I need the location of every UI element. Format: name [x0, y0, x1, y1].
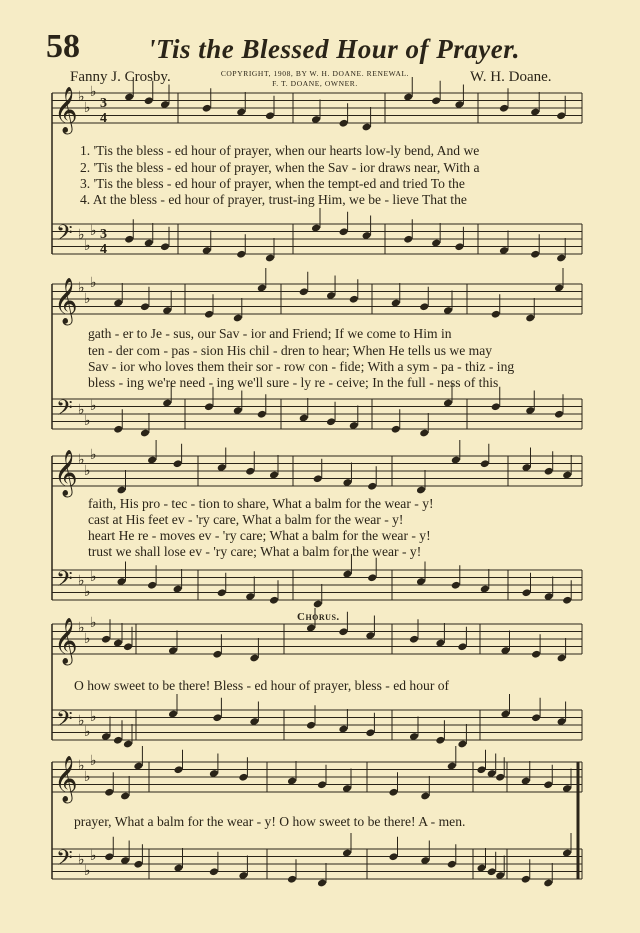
system3-bass-staff — [52, 570, 582, 600]
system5-bass-flat-2: ♭ — [90, 848, 97, 864]
system4-bass-clef: 𝄢 — [56, 707, 73, 737]
system5-treble-clef: 𝄞 — [54, 756, 78, 802]
system2-treble-flat-1: ♭ — [84, 291, 91, 307]
system4-bass-flat-1: ♭ — [84, 724, 91, 740]
system4-treble-clef: 𝄞 — [54, 618, 78, 664]
system3-bass-clef: 𝄢 — [56, 567, 73, 597]
system2-bass-flat-2: ♭ — [90, 398, 97, 414]
composer: W. H. Doane. — [470, 69, 552, 85]
system1-bass-clef: 𝄢 — [56, 221, 73, 251]
system5-treble-flat-1: ♭ — [84, 769, 91, 785]
system2-verse-2: ten - der com - pas - sion His chil - dren to hear; When He tells us we may — [88, 343, 493, 358]
lyricist: Fanny J. Crosby. — [70, 69, 171, 85]
system1-treble-flat-2: ♭ — [90, 84, 97, 100]
system4-treble-flat-2: ♭ — [90, 615, 97, 631]
system2-verse-1: gath - er to Je - sus, our Sav - ior and Friend; If we come to Him in — [88, 326, 452, 341]
system2-verse-3: Sav - ior who loves them their sor - row con - fide; With a sym - pa - thiz - ing — [88, 359, 515, 374]
system3-treble-flat-0: ♭ — [78, 452, 85, 468]
system2-treble-flat-0: ♭ — [78, 280, 85, 296]
chorus-label: Chorus. — [297, 611, 340, 623]
system4-treble-flat-0: ♭ — [78, 620, 85, 636]
system3-verse-1: faith, His pro - tec - tion to share, What a balm for the wear - y! — [88, 496, 434, 511]
system2-treble-flat-2: ♭ — [90, 275, 97, 291]
system2-treble-clef: 𝄞 — [54, 278, 78, 324]
system1-treble-flat-1: ♭ — [84, 100, 91, 116]
system5-treble-flat-2: ♭ — [90, 753, 97, 769]
system1-time-top: 3 — [100, 96, 107, 111]
system4-bass-flat-0: ♭ — [78, 713, 85, 729]
system5-bass-flat-1: ♭ — [84, 863, 91, 879]
system1-bass-flat-2: ♭ — [90, 223, 97, 239]
system1-bass-time-top: 3 — [100, 227, 107, 242]
system5-bass-clef: 𝄢 — [56, 846, 73, 876]
system1-verse-2: 2. 'Tis the bless - ed hour of prayer, when the Sav - ior draws near, With a — [80, 160, 480, 175]
system3-verse-2: cast at His feet ev - 'ry care, What a balm for the wear - y! — [88, 512, 404, 527]
system4-bass-flat-2: ♭ — [90, 709, 97, 725]
system1-treble-clef: 𝄞 — [54, 87, 78, 133]
system2-verse-4: bless - ing we're need - ing we'll sure - ly re - ceive; In the full - ness of this — [88, 375, 499, 390]
copyright-line-2: F. T. DOANE, OWNER. — [272, 79, 358, 88]
system3-bass-flat-0: ♭ — [78, 573, 85, 589]
system2-bass-flat-1: ♭ — [84, 413, 91, 429]
system3-treble-flat-1: ♭ — [84, 463, 91, 479]
hymn-title: 'Tis the Blessed Hour of Prayer. — [148, 34, 520, 64]
system3-bass-flat-2: ♭ — [90, 569, 97, 585]
system1-bass-flat-1: ♭ — [84, 238, 91, 254]
system5-bass-flat-0: ♭ — [78, 852, 85, 868]
system3-verse-4: trust we shall lose ev - 'ry care; What a balm for the wear - y! — [88, 544, 422, 559]
system2-bass-staff — [52, 399, 582, 429]
system1-verse-1: 1. 'Tis the bless - ed hour of prayer, when our hearts low-ly bend, And we — [80, 143, 480, 158]
system2-treble-staff — [52, 284, 582, 314]
hymn-number: 58 — [46, 28, 80, 65]
system3-treble-clef: 𝄞 — [54, 450, 78, 496]
system1-verse-4: 4. At the bless - ed hour of prayer, trust-ing Him, we be - lieve That the — [80, 192, 467, 207]
system1-bass-time-bottom: 4 — [100, 242, 107, 257]
system2-bass-flat-0: ♭ — [78, 402, 85, 418]
system1-verse-3: 3. 'Tis the bless - ed hour of prayer, when the tempt-ed and tried To the — [80, 176, 465, 191]
system4-treble-flat-1: ♭ — [84, 631, 91, 647]
system1-bass-flat-0: ♭ — [78, 227, 85, 243]
system3-verse-3: heart He re - moves ev - 'ry care; What a balm for the wear - y! — [88, 528, 431, 543]
system5-treble-flat-0: ♭ — [78, 758, 85, 774]
system3-treble-flat-2: ♭ — [90, 447, 97, 463]
system1-treble-flat-0: ♭ — [78, 89, 85, 105]
copyright-line-1: COPYRIGHT, 1908, BY W. H. DOANE. RENEWAL. — [220, 69, 410, 78]
chorus-lyrics-2: prayer, What a balm for the wear - y! O how sweet to be there! A - men. — [74, 814, 466, 829]
system3-bass-flat-1: ♭ — [84, 584, 91, 600]
system1-time-bottom: 4 — [100, 111, 107, 126]
chorus-lyrics-1: O how sweet to be there! Bless - ed hour of prayer, bless - ed hour of — [74, 678, 450, 693]
system2-bass-clef: 𝄢 — [56, 396, 73, 426]
